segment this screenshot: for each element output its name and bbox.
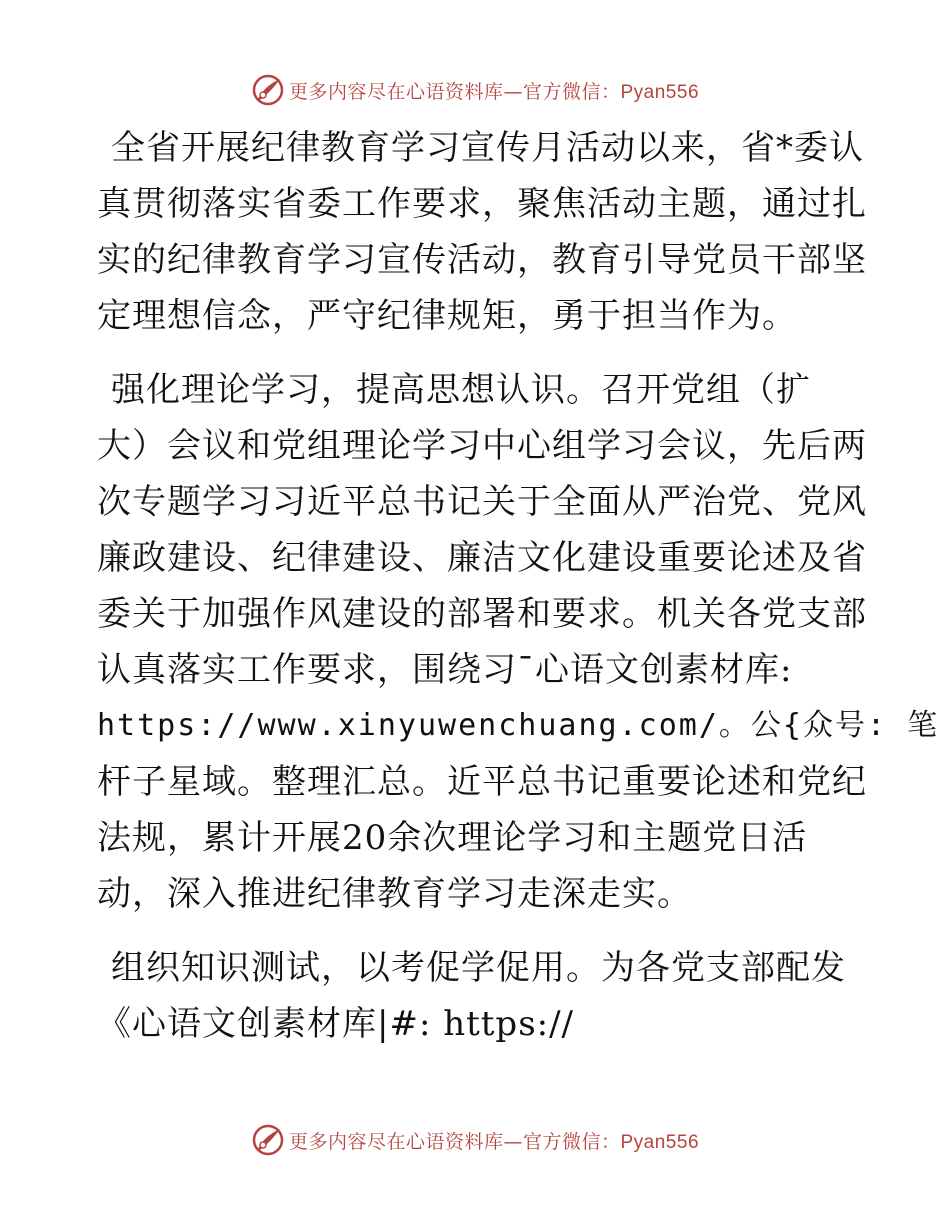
brush-logo-icon [251, 1123, 285, 1157]
text-line: 大）会议和党组理论学习中心组学习会议，先后两 [97, 426, 867, 466]
text-line: 强化理论学习，提高思想认识。召开党组（扩 [111, 370, 811, 410]
paragraph-3 [97, 940, 857, 1052]
watermark-wechat-id: Pyan556 [620, 1131, 700, 1153]
text-line-url: https://www.xinyuwenchuang.com/。公{众号: 笔 [97, 708, 940, 743]
paragraph-2 [97, 362, 940, 922]
text-line: 实的纪律教育学习宣传活动，教育引导党员干部坚 [97, 240, 867, 280]
text-line: 委关于加强作风建设的部署和要求。机关各党支部 [97, 594, 867, 634]
watermark-banner-bottom [0, 1120, 950, 1160]
text-line: 杆子星域。整理汇总。近平总书记重要论述和党纪 [97, 762, 867, 802]
text-line: 《心语文创素材库|#: https:// [97, 1004, 575, 1044]
brush-logo-icon [251, 73, 285, 107]
text-line: 全省开展纪律教育学习宣传月活动以来，省*委认 [111, 128, 864, 168]
paragraph-1 [97, 120, 867, 344]
document-body [97, 120, 940, 1070]
watermark-banner-top [0, 70, 950, 110]
text-line: 法规，累计开展20余次理论学习和主题党日活 [97, 818, 808, 858]
watermark-label: 更多内容尽在心语资料库—官方微信： [288, 80, 621, 103]
text-line: 次专题学习习近平总书记关于全面从严治党、党风 [97, 482, 867, 522]
watermark-label: 更多内容尽在心语资料库—官方微信： [288, 1130, 621, 1153]
text-line: 真贯彻落实省委工作要求，聚焦活动主题，通过扎 [97, 184, 867, 224]
text-line: 组织知识测试，以考促学促用。为各党支部配发 [111, 948, 846, 988]
watermark-wechat-id: Pyan556 [620, 81, 700, 103]
watermark-text [289, 77, 699, 104]
text-line: 定理想信念，严守纪律规矩，勇于担当作为。 [97, 296, 797, 336]
text-line: 动，深入推进纪律教育学习走深走实。 [97, 874, 692, 914]
text-line: 认真落实工作要求，围绕习¯心语文创素材库: [97, 650, 793, 690]
watermark-text [289, 1127, 699, 1154]
text-line: 廉政建设、纪律建设、廉洁文化建设重要论述及省 [97, 538, 867, 578]
